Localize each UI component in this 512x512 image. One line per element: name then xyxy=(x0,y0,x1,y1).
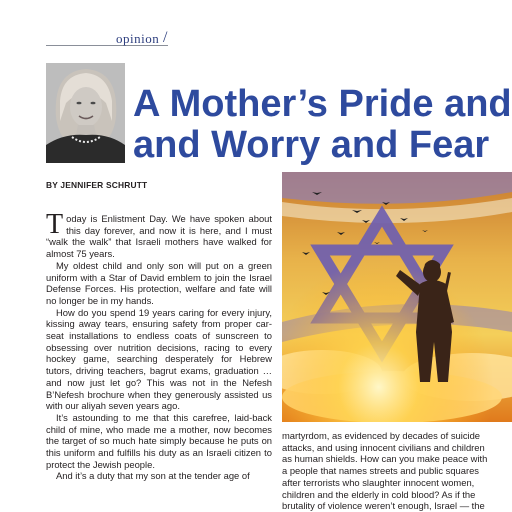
article-line: martyrdom, as evidenced by decades of suicide xyxy=(282,430,481,441)
headline-line-2: and Worry and Fear xyxy=(133,124,490,166)
article-line: as human shields. How can you make peace with xyxy=(282,453,488,465)
section-slash-decoration: / xyxy=(163,29,168,46)
article-paragraph xyxy=(46,209,272,260)
paragraph-text: oday is Enlistment Day. We have spoken about this day forever, and now it is here, and I must “walk the walk” that Israeli mothers have walked for almost 75 years. xyxy=(46,213,272,260)
author-portrait-image xyxy=(46,63,125,163)
article-hero-image xyxy=(282,172,512,422)
article-line: attacks, and using innocent civilians and children xyxy=(282,441,485,453)
drop-cap: T xyxy=(46,209,64,240)
section-label: opinion xyxy=(116,31,160,46)
article-body-right-column xyxy=(282,430,512,512)
article-line: after terrorists who slaughter innocent women, xyxy=(282,476,475,488)
headline-line-1: A Mother’s Pride and xyxy=(133,84,512,125)
article-paragraph: How do you spend 19 years caring for every injury, kissing away tears, ensuring safety from proper car-seat installations to endless coats of sunscreen to obsessing over nutrition decisions, racing to every hockey game, searching desperately for Hebrew tutors, driving teachers, bagrut exams, graduation … and now just let go? This was not in the Nefesh B’Nefesh brochure when they generously assisted us with our aliyah seven years ago. xyxy=(46,306,272,412)
article-line: children and the elderly in cold blood? As if the xyxy=(282,488,476,500)
article-paragraph: And it’s a duty that my son at the tender age of xyxy=(56,470,250,482)
author-portrait xyxy=(46,63,125,163)
article-line: brutality of violence weren’t enough, Israel — the xyxy=(282,500,485,512)
article-paragraph: My oldest child and only son will put on a green uniform with a Star of David emblem to join the Israel Defense Forces. His protection, welfare and fate will no longer be in my hands. xyxy=(46,259,272,306)
article-paragraph: It’s astounding to me that this carefree, laid-back child of mine, who made me a mother, now becomes the target of so much hate simply because he puts on this uniform and fulfills his duty as an Israeli citizen to protect the Jewish people. xyxy=(46,411,272,470)
article-line: a people that names streets and public squares xyxy=(282,465,479,477)
headline xyxy=(133,84,512,166)
article-body-left-column xyxy=(46,209,272,482)
soldier-flag-illustration xyxy=(282,172,512,422)
byline: BY JENNIFER SCHRUTT xyxy=(46,180,148,190)
